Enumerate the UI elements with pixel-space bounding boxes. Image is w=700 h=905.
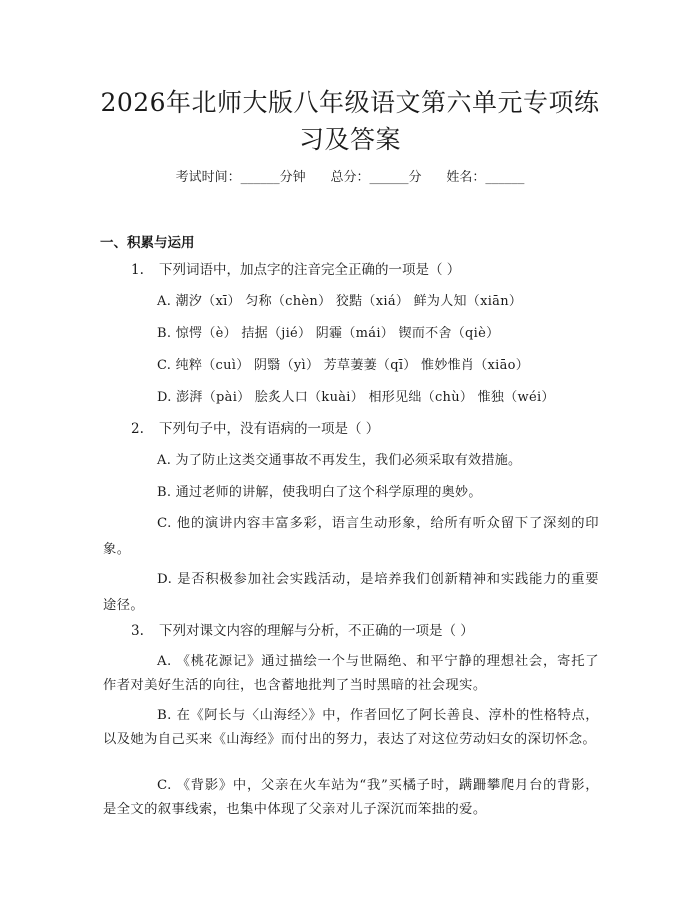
question-1-stem xyxy=(131,260,460,280)
question-2-option-b: B. 通过老师的讲解，使我明白了这个科学原理的奥妙。 xyxy=(157,485,482,500)
question-1-option-a: A. 潮汐（xī） 匀称（chèn） 狡黠（xiá） 鲜为人知（xiān） xyxy=(157,294,523,309)
question-1-option-c: C. 纯粹（cuì） 阴翳（yì） 芳草萋萋（qī） 惟妙惟肖（xiāo） xyxy=(157,358,530,373)
question-2-option-a: A. 为了防止这类交通事故不再发生，我们必须采取有效措施。 xyxy=(157,453,522,468)
total-score-label: 总分： xyxy=(330,170,370,185)
exam-time-unit: 分钟 xyxy=(279,170,306,185)
question-text: 下列词语中，加点字的注音完全正确的一项是（ ） xyxy=(159,262,461,278)
page-title: 2026年北师大版八年级语文第六单元专项练习及答案 xyxy=(100,88,600,154)
question-text: 下列句子中，没有语病的一项是（ ） xyxy=(159,421,380,437)
exam-time-blank[interactable]: ______ xyxy=(240,170,280,185)
section-heading: 一、积累与运用 xyxy=(100,235,195,251)
student-name-label: 姓名： xyxy=(446,170,486,185)
question-2-stem xyxy=(131,419,379,439)
question-text: 下列对课文内容的理解与分析，不正确的一项是（ ） xyxy=(159,623,474,639)
question-3-option-b: B. 在《阿长与〈山海经〉》中，作者回忆了阿长善良、淳朴的性格特点，以及她为自己买来《山海经》而付出的努力，表达了对这位劳动妇女的深切怀念。 xyxy=(103,708,599,747)
student-name-blank[interactable]: ______ xyxy=(485,170,525,185)
question-number: 1. xyxy=(131,262,144,278)
question-2-option-c: C. 他的演讲内容丰富多彩，语言生动形象，给所有听众留下了深刻的印象。 xyxy=(103,516,599,557)
question-1-option-d: D. 澎湃（pài） 脍炙人口（kuài） 相形见绌（chù） 惟独（wéi） xyxy=(157,390,555,405)
question-3-stem xyxy=(131,621,474,641)
question-number: 3. xyxy=(131,623,144,639)
exam-info-line xyxy=(0,168,700,188)
question-1-option-b: B. 惊愕（è） 拮据（jié） 阴霾（mái） 锲而不舍（qiè） xyxy=(157,326,500,341)
question-3-option-a: A. 《桃花源记》通过描绘一个与世隔绝、和平宁静的理想社会，寄托了作者对美好生活的向往，也含蓄地批判了当时黑暗的社会现实。 xyxy=(103,654,599,693)
exam-time-label: 考试时间： xyxy=(175,170,241,185)
total-score-unit: 分 xyxy=(408,170,422,185)
total-score-blank[interactable]: ______ xyxy=(369,170,409,185)
question-number: 2. xyxy=(131,421,144,437)
question-2-option-d: D. 是否积极参加社会实践活动，是培养我们创新精神和实践能力的重要途径。 xyxy=(103,572,599,613)
question-3-option-c: C. 《背影》中，父亲在火车站为“我”买橘子时，蹒跚攀爬月台的背影，是全文的叙事线索，也集中体现了父亲对儿子深沉而笨拙的爱。 xyxy=(103,778,599,817)
